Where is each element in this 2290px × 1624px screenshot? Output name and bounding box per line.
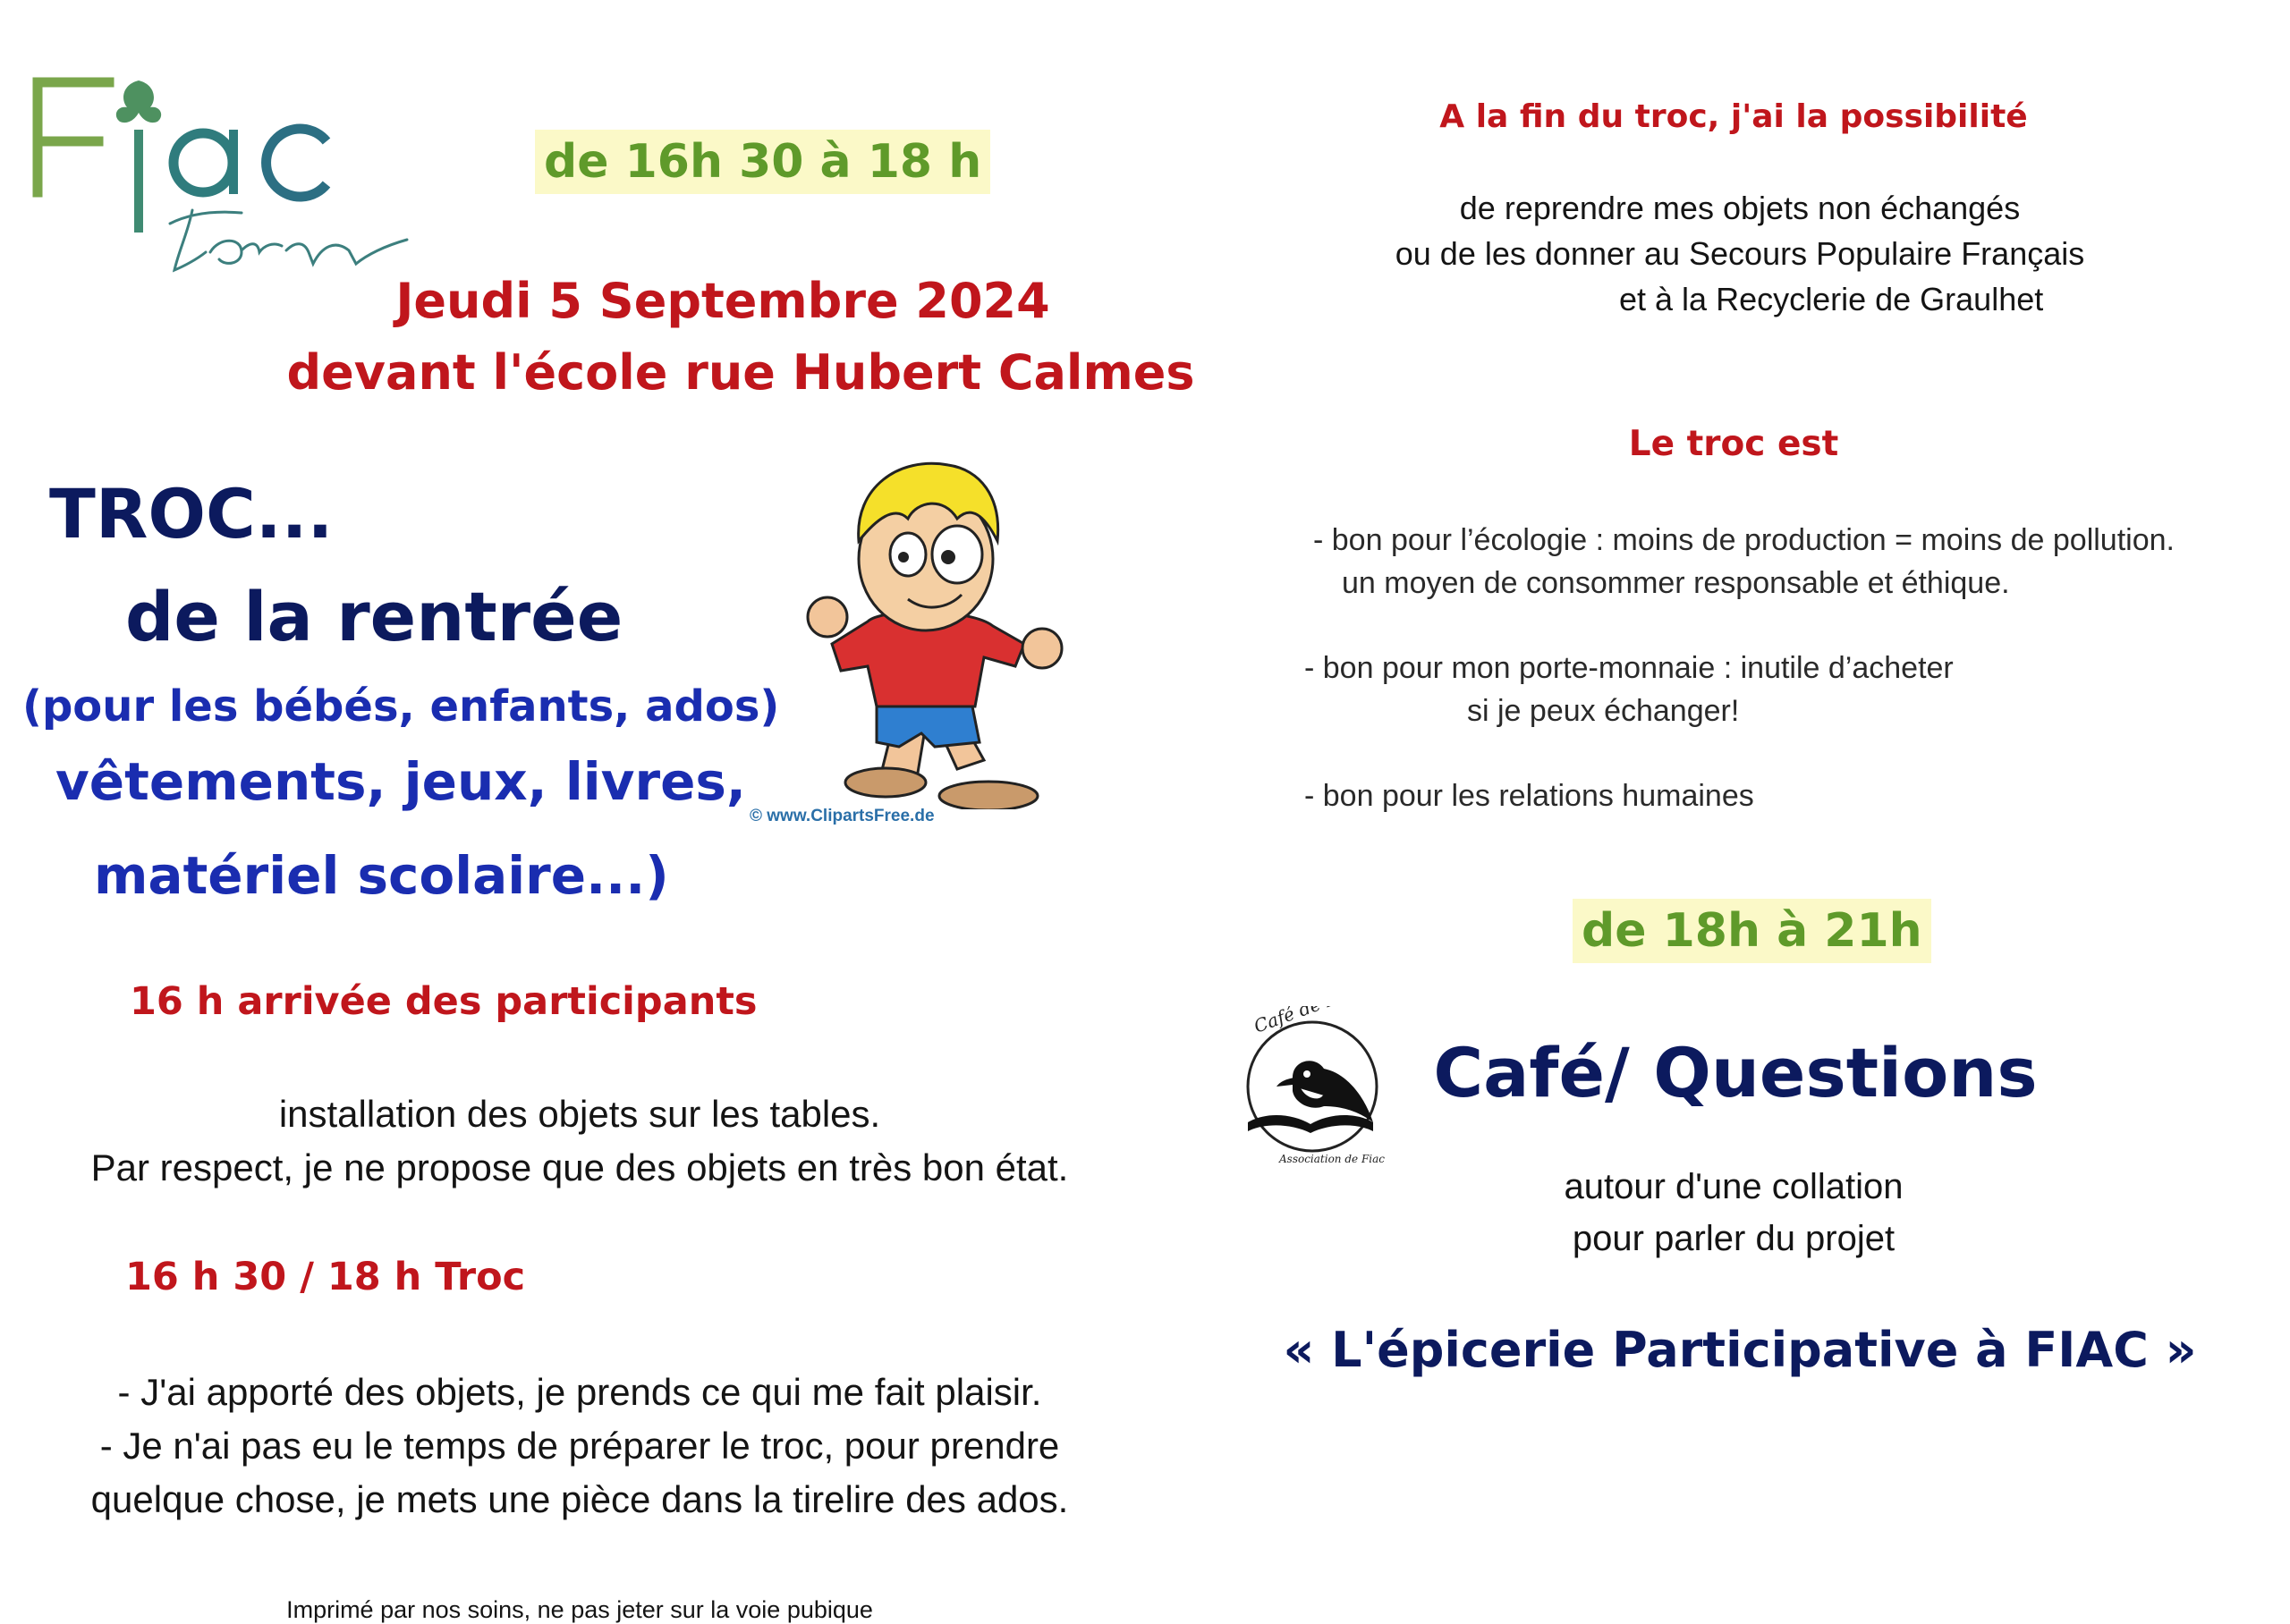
items-line2: matériel scolaire...) (94, 845, 669, 906)
cafe-title: Café/ Questions (1433, 1033, 2038, 1112)
end-line2: ou de les donner au Secours Populaire Français (1395, 235, 2085, 272)
troc-est-heading: Le troc est (1628, 424, 1839, 464)
title-troc: TROC... (49, 474, 334, 554)
cafe-logo-top-text: Café de Fiac (1251, 1006, 1366, 1037)
benefit-wallet-detail: si je peux échanger! (1467, 694, 1740, 728)
end-heading: A la fin du troc, j'ai la possibilité (1439, 98, 2028, 135)
cartoon-boy-image (792, 452, 1096, 809)
benefit-relations: - bon pour les relations humaines (1304, 779, 1754, 813)
cafe-line2: pour parler du projet (1572, 1219, 1896, 1258)
benefit-wallet: - bon pour mon porte-monnaie : inutile d’acheter (1304, 651, 1954, 685)
project-name: « L'épicerie Participative à FIAC » (1283, 1322, 2197, 1378)
fiac-logo (27, 63, 411, 286)
benefit-ecology-detail: un moyen de consommer responsable et éthique. (1342, 566, 2010, 600)
items-line1: vêtements, jeux, livres, (55, 751, 746, 812)
time-range: de 16h 30 à 18 h (535, 130, 990, 194)
event-date: Jeudi 5 Septembre 2024 (395, 273, 1050, 329)
cafe-logo-bottom-text: Association de Fiac (1279, 1153, 1385, 1165)
image-credit: © www.ClipartsFree.de (750, 807, 935, 825)
troc-line1: - J'ai apporté des objets, je prends ce qui me fait plaisir. (117, 1371, 1042, 1413)
cafe-de-fiac-logo (1230, 1006, 1391, 1171)
arrival-heading: 16 h arrivée des participants (130, 979, 758, 1024)
troc-heading: 16 h 30 / 18 h Troc (125, 1255, 526, 1299)
arrival-line1: installation des objets sur les tables. (278, 1093, 881, 1135)
footer-note: Imprimé par nos soins, ne pas jeter sur la voie pubique (286, 1596, 873, 1623)
evening-time: de 18h à 21h (1573, 899, 1931, 963)
arrival-line2: Par respect, je ne propose que des objets en très bon état. (90, 1146, 1069, 1188)
subtitle: (pour les bébés, enfants, ados) (22, 681, 780, 732)
benefit-ecology: - bon pour l’écologie : moins de production = moins de pollution. (1313, 523, 2175, 557)
event-location: devant l'école rue Hubert Calmes (286, 344, 1195, 401)
end-line3: et à la Recyclerie de Graulhet (1619, 281, 2044, 317)
cafe-line1: autour d'une collation (1564, 1167, 1904, 1206)
end-line1: de reprendre mes objets non échangés (1459, 190, 2021, 226)
troc-line2: - Je n'ai pas eu le temps de préparer le troc, pour prendre (99, 1425, 1060, 1467)
troc-line3: quelque chose, je mets une pièce dans la tirelire des ados. (90, 1478, 1069, 1520)
title-rentree: de la rentrée (125, 577, 623, 656)
